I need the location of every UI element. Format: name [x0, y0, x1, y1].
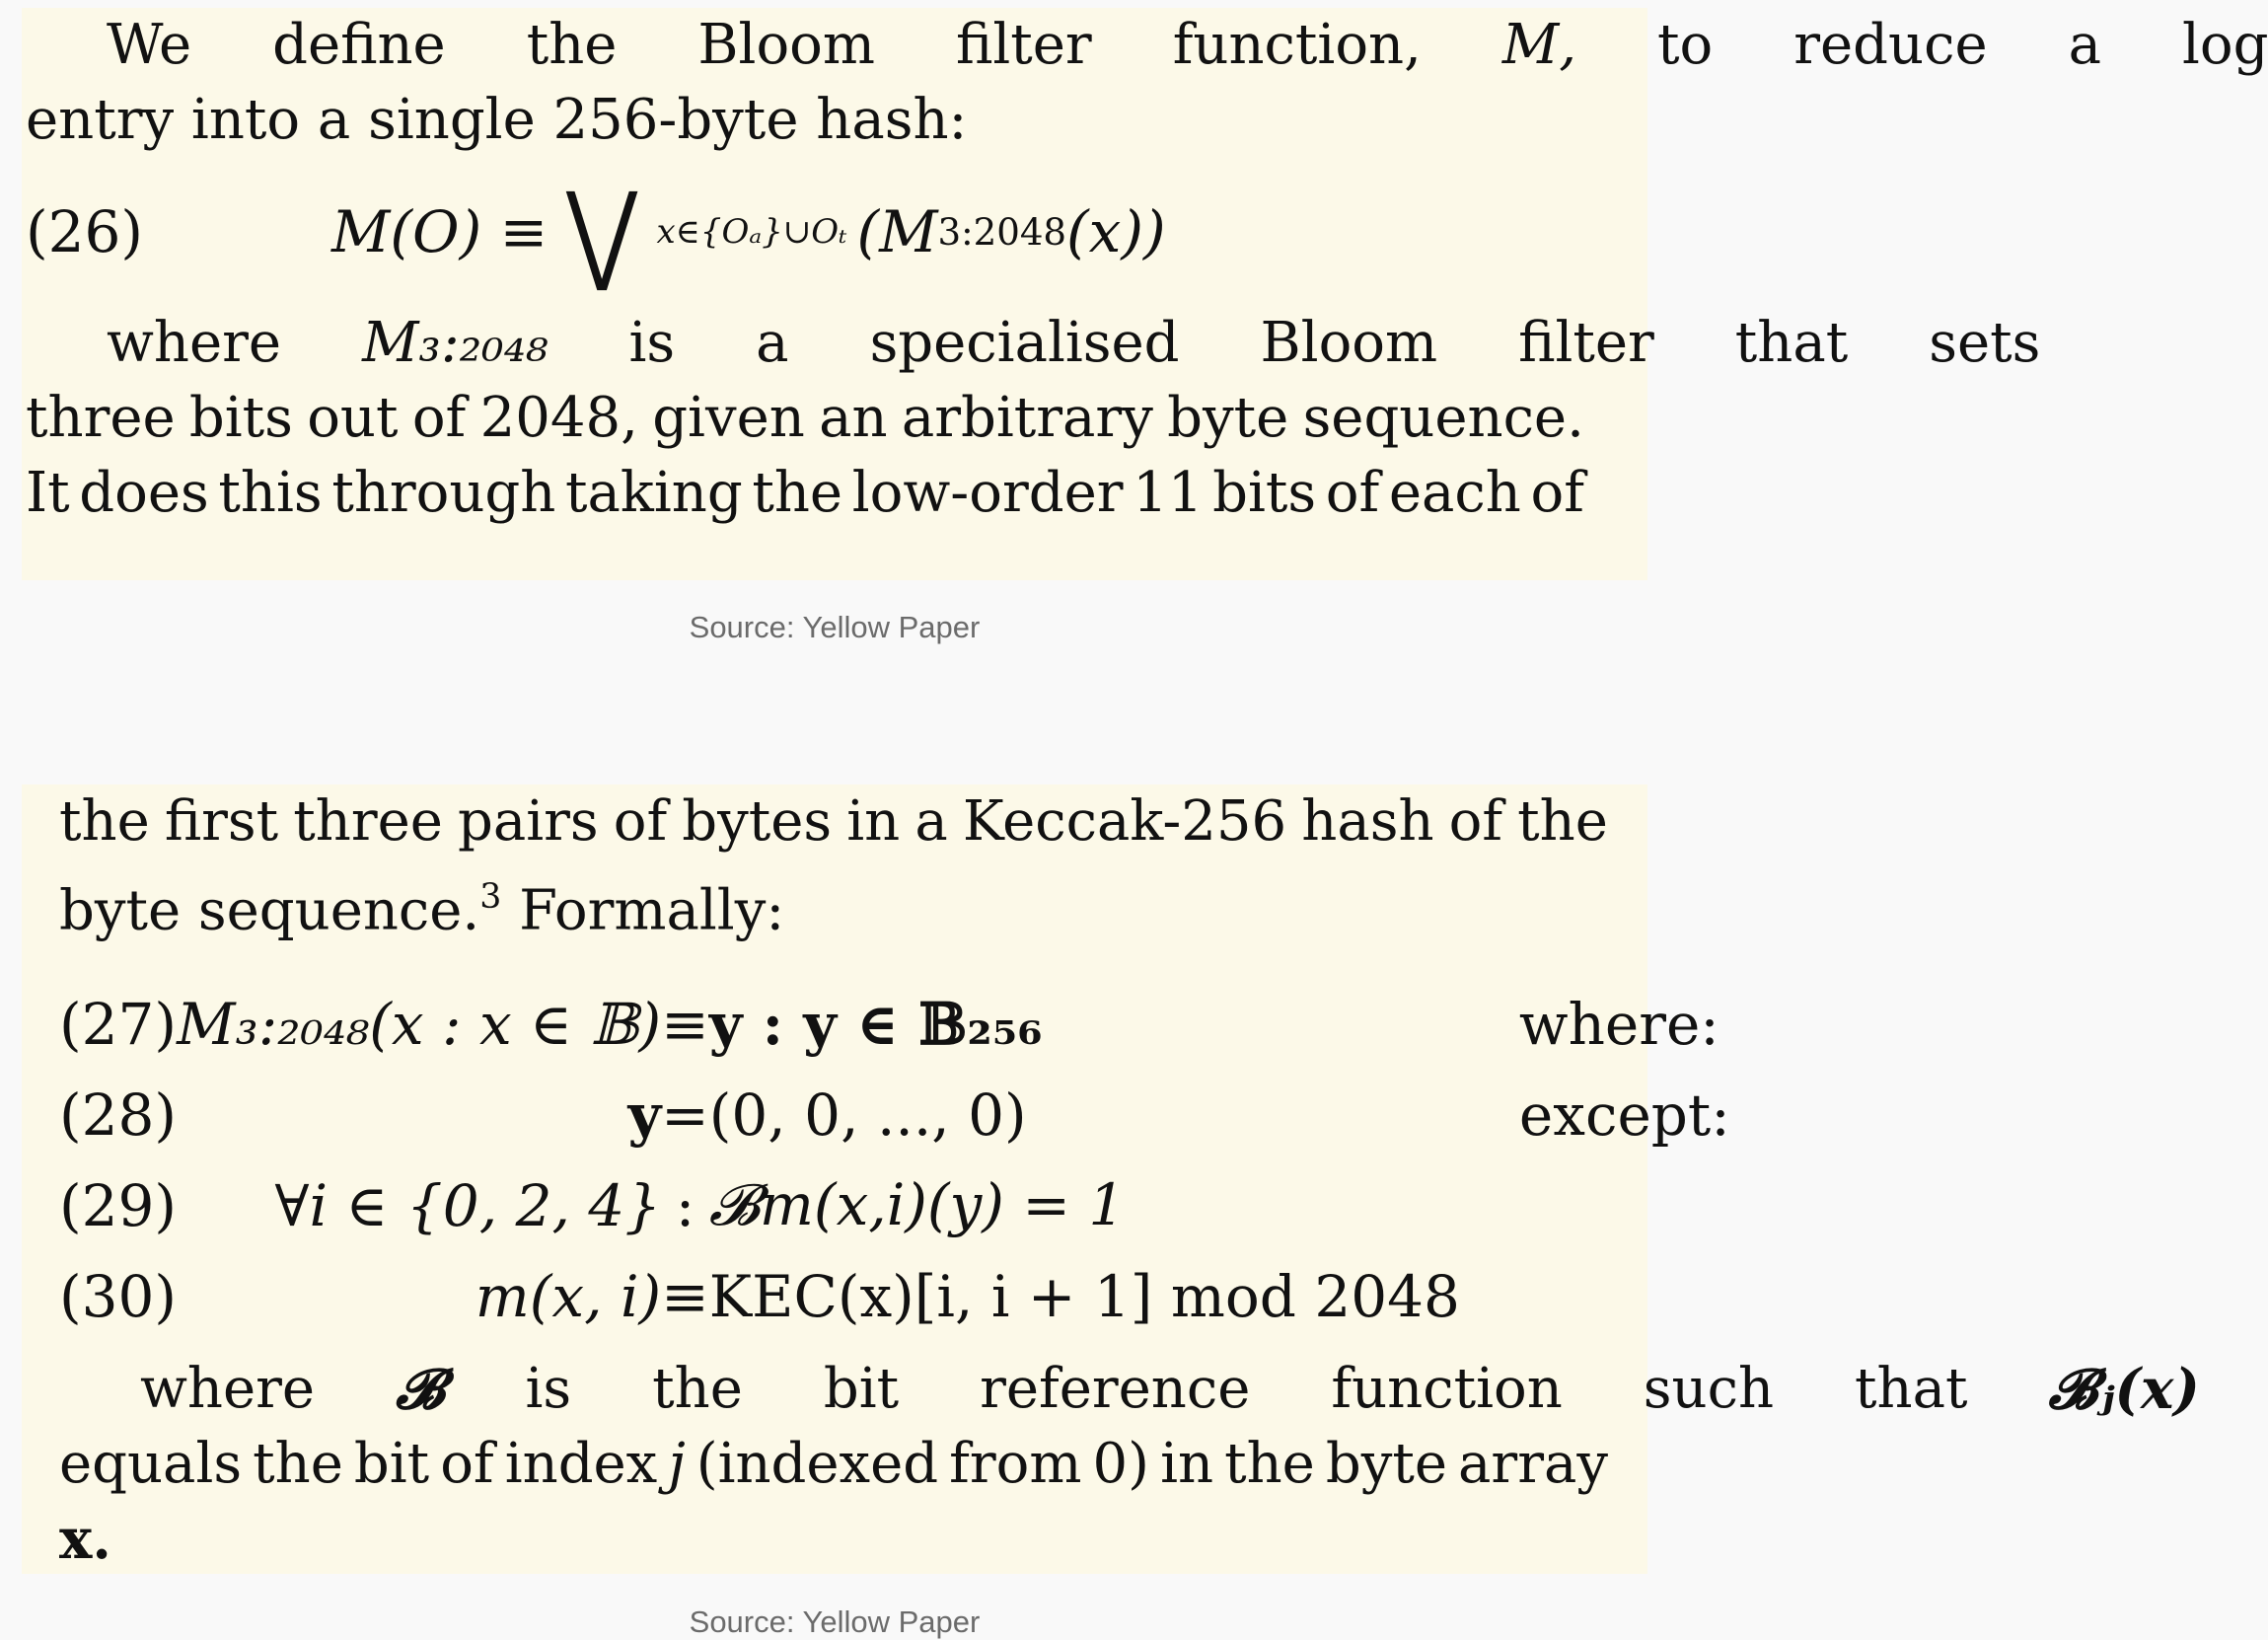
para2-line2: three bits out of 2048, given an arbitrary byte sequence. — [26, 386, 1584, 450]
para3-line1: the first three pairs of bytes in a Keccak-256 hash of the — [59, 789, 1608, 854]
big-or-operator: ⋁ — [566, 169, 638, 295]
para2-line3: It does this through taking the low-order 11 bits of each of — [26, 461, 1584, 525]
equation-row: (30) m(x, i) ≡ KEC(x)[i, i + 1] mod 2048 — [59, 1262, 1460, 1330]
excerpt-2 — [22, 784, 2200, 1574]
equation-row: (28) y = (0, 0, ..., 0) except: — [59, 1081, 1730, 1149]
excerpt-1 — [22, 8, 2268, 580]
para4-line1: where 𝓑 is the bit reference function such that 𝓑ⱼ(x) — [140, 1356, 2200, 1422]
equation-row: (29) ∀i ∈ {0, 2, 4} : 𝓑m(x,i)(y) = 1 — [59, 1171, 1126, 1239]
para3-line2: byte sequence.$^3$ Formally: — [59, 877, 785, 943]
source-caption: Source: Yellow Paper — [689, 1604, 981, 1639]
equation-row: (27) M₃:₂₀₄₈(x : x ∈ 𝔹) ≡ y : y ∈ 𝔹₂₅₆ where: — [59, 990, 1719, 1058]
para1-line1: We define the Bloom filter function, M, to reduce a log — [107, 13, 2268, 77]
source-caption: Source: Yellow Paper — [689, 610, 981, 644]
para2-line1: where M₃:₂₀₄₈ is a specialised Bloom filter that sets — [107, 311, 2041, 375]
equation-block — [59, 979, 1730, 1342]
para4-line3: x. — [59, 1506, 111, 1572]
para4-line2: equals the bit of index j (indexed from 0) in the byte array — [59, 1431, 1608, 1496]
footnote-marker: 3 — [479, 877, 502, 917]
equation-26: (26) M(O) ≡ ⋁ x∈{Oₐ}∪Oₜ (M 3:2048 (x)) — [26, 169, 1166, 295]
para1-line2: entry into a single 256-byte hash: — [26, 88, 968, 152]
equation-number: (26) — [26, 198, 144, 265]
